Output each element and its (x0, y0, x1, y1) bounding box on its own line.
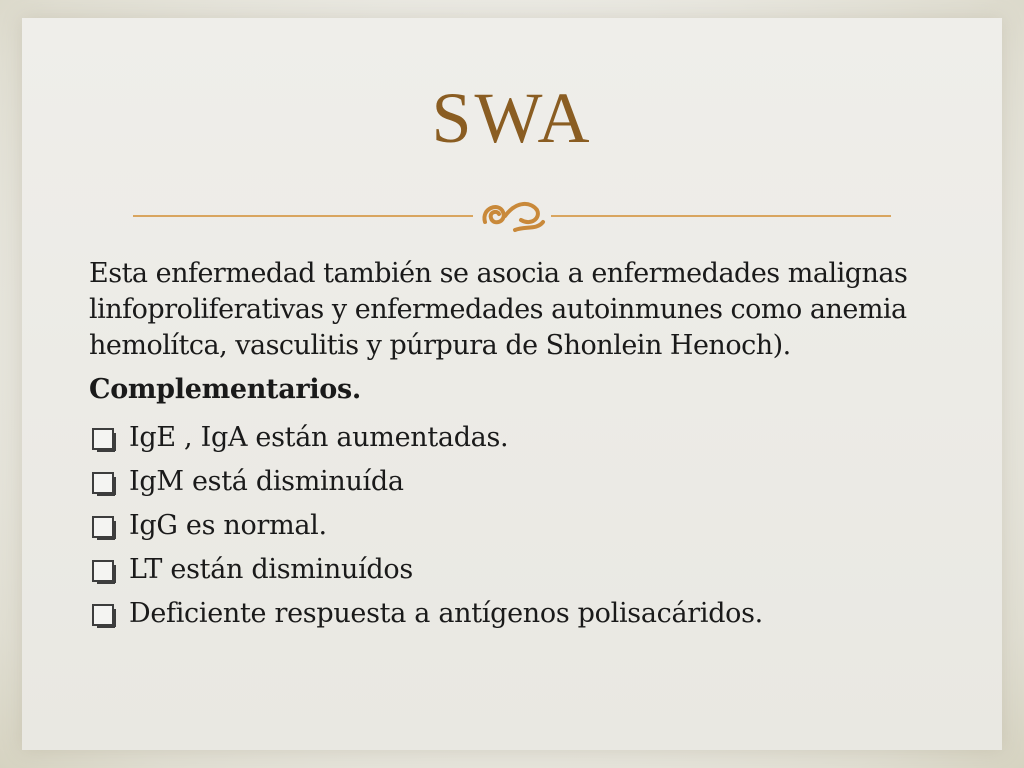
slide-body (89, 256, 909, 636)
list-item-label: IgG es normal. (129, 510, 327, 541)
title-divider (133, 196, 891, 236)
list-item (89, 416, 909, 460)
section-heading: Complementarios. (89, 374, 362, 405)
checkbox-square-icon (91, 471, 117, 497)
list-item (89, 592, 909, 636)
body-paragraph: Esta enfermedad también se asocia a enfermedades malignas linfoproliferativas y enfermedades autoinmunes como anemia hemolítca, vasculitis y púrpura de Shonlein Henoch). (89, 258, 908, 361)
slide-title: SWA (431, 78, 593, 158)
list-item-label: Deficiente respuesta a antígenos polisacáridos. (129, 598, 763, 629)
list-item (89, 548, 909, 592)
checkbox-square-icon (91, 559, 117, 585)
list-item-label: IgE , IgA están aumentadas. (129, 422, 509, 453)
list-item-label: LT están disminuídos (129, 554, 413, 585)
checkbox-square-icon (91, 603, 117, 629)
list-item-label: IgM está disminuída (129, 466, 404, 497)
list-item (89, 460, 909, 504)
list-item (89, 504, 909, 548)
checkbox-square-icon (91, 515, 117, 541)
curl-ornament-icon (484, 204, 543, 230)
bullet-list (89, 416, 909, 636)
checkbox-square-icon (91, 427, 117, 453)
